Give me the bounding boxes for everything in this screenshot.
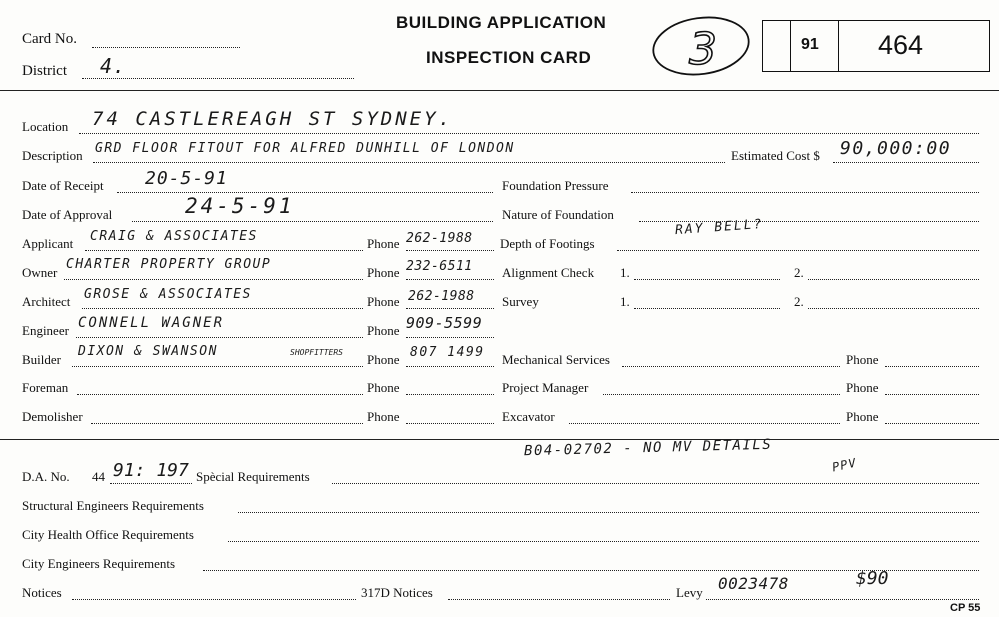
- box-divider-1: [790, 20, 791, 72]
- builder-phone-label: Phone: [367, 352, 400, 367]
- owner-value: CHARTER PROPERTY GROUP: [66, 257, 272, 272]
- project-manager-label: Project Manager: [502, 380, 589, 395]
- engineer-line: [76, 337, 363, 338]
- project-manager-line: [603, 394, 840, 395]
- survey-n1: 1.: [620, 294, 630, 309]
- depth-of-footings-label: Depth of Footings: [500, 236, 595, 251]
- foundation-pressure-line: [631, 192, 979, 193]
- excavator-phone-label: Phone: [846, 409, 879, 424]
- da-no-label: D.A. No.: [22, 469, 70, 484]
- demolisher-phone-line: [406, 423, 494, 424]
- date-of-approval-line: [132, 221, 493, 222]
- special-requirements-line: [332, 483, 979, 484]
- engineer-value: CONNELL WAGNER: [78, 315, 225, 331]
- demolisher-phone-label: Phone: [367, 409, 400, 424]
- nature-of-foundation-label: Nature of Foundation: [502, 207, 614, 222]
- mechanical-services-phone-line: [885, 366, 979, 367]
- date-of-receipt-line: [117, 192, 493, 193]
- box-divider-2: [838, 20, 839, 72]
- description-value: GRD FLOOR FITOUT FOR ALFRED DUNHILL OF LONDON: [95, 141, 515, 156]
- city-engineers-label: City Engineers Requirements: [22, 556, 176, 571]
- circled-number: 3: [689, 24, 717, 75]
- owner-line: [64, 279, 363, 280]
- estimated-cost-value: 90,000:00: [840, 138, 952, 159]
- district-label: District: [22, 63, 67, 79]
- engineer-phone-line: [406, 337, 494, 338]
- owner-phone-label: Phone: [367, 265, 400, 280]
- architect-label: Architect: [22, 294, 71, 309]
- builder-label: Builder: [22, 352, 61, 367]
- depth-of-footings-value: RAY BELL?: [674, 216, 764, 239]
- architect-line: [82, 308, 363, 309]
- mechanical-services-line: [622, 366, 840, 367]
- district-value: 4.: [100, 54, 127, 78]
- owner-label: Owner: [22, 265, 58, 280]
- alignment-check-line-1: [634, 279, 780, 280]
- levy-amount: $90: [856, 568, 889, 589]
- card-year: 91: [801, 36, 819, 53]
- city-health-label: City Health Office Requirements: [22, 527, 194, 542]
- location-value: 74 CASTLEREAGH ST SYDNEY.: [92, 108, 453, 130]
- requirements-rule: [0, 439, 999, 440]
- estimated-cost-line: [833, 162, 979, 163]
- builder-line: [72, 366, 363, 367]
- date-of-approval-label: Date of Approval: [22, 207, 113, 222]
- architect-value: GROSE & ASSOCIATES: [84, 287, 252, 302]
- card-no-label: Card No.: [22, 31, 77, 47]
- project-manager-phone-line: [885, 394, 979, 395]
- special-initials: PPV: [830, 455, 858, 475]
- title-line-2: INSPECTION CARD: [426, 48, 592, 67]
- excavator-line: [569, 423, 840, 424]
- foreman-label: Foreman: [22, 380, 69, 395]
- notices-317d-label: 317D Notices: [361, 585, 433, 600]
- owner-phone-line: [406, 279, 494, 280]
- applicant-phone-label: Phone: [367, 236, 400, 251]
- levy-value: 0023478: [718, 574, 789, 593]
- architect-phone: 262-1988: [408, 289, 475, 304]
- mechanical-services-phone-label: Phone: [846, 352, 879, 367]
- alignment-check-n2: 2.: [794, 265, 804, 280]
- survey-n2: 2.: [794, 294, 804, 309]
- estimated-cost-label: Estimated Cost $: [731, 148, 820, 163]
- survey-label: Survey: [502, 294, 539, 309]
- architect-phone-line: [406, 308, 494, 309]
- structural-engineers-label: Structural Engineers Requirements: [22, 498, 204, 513]
- city-health-line: [228, 541, 979, 542]
- alignment-check-n1: 1.: [620, 265, 630, 280]
- owner-phone: 232-6511: [406, 259, 473, 274]
- applicant-phone-line: [406, 250, 494, 251]
- excavator-phone-line: [885, 423, 979, 424]
- title-line-1: BUILDING APPLICATION: [396, 13, 607, 32]
- applicant-phone: 262-1988: [406, 231, 473, 246]
- foreman-phone-label: Phone: [367, 380, 400, 395]
- description-label: Description: [22, 148, 83, 163]
- structural-engineers-line: [238, 512, 979, 513]
- foundation-pressure-label: Foundation Pressure: [502, 178, 609, 193]
- location-label: Location: [22, 119, 69, 134]
- builder-phone: 807 1499: [410, 345, 485, 360]
- excavator-label: Excavator: [502, 409, 555, 424]
- circled-number-stamp: [645, 8, 757, 82]
- date-of-receipt-label: Date of Receipt: [22, 178, 104, 193]
- engineer-phone-label: Phone: [367, 323, 400, 338]
- engineer-label: Engineer: [22, 323, 69, 338]
- applicant-line: [85, 250, 363, 251]
- date-of-approval-value: 24-5-91: [185, 194, 295, 218]
- survey-line-2: [808, 308, 979, 309]
- engineer-phone: 909-5599: [406, 314, 483, 332]
- project-manager-phone-label: Phone: [846, 380, 879, 395]
- alignment-check-label: Alignment Check: [502, 265, 595, 280]
- foreman-line: [77, 394, 363, 395]
- notices-317d-line: [448, 599, 670, 600]
- district-line: [82, 78, 354, 79]
- handwritten-note: B04-02702 - NO MV DETAILS: [523, 436, 773, 460]
- builder-value: DIXON & SWANSON: [78, 344, 218, 359]
- notices-line: [72, 599, 356, 600]
- mechanical-services-label: Mechanical Services: [502, 352, 610, 367]
- foreman-phone-line: [406, 394, 494, 395]
- card-number-box: [762, 20, 990, 72]
- special-requirements-label: Spècial Requirements: [196, 469, 310, 484]
- card-no-line: [92, 47, 240, 48]
- alignment-check-line-2: [808, 279, 979, 280]
- builder-phone-line: [406, 366, 494, 367]
- demolisher-label: Demolisher: [22, 409, 83, 424]
- da-no-printed: 44: [92, 469, 105, 484]
- survey-line-1: [634, 308, 780, 309]
- description-line: [93, 162, 725, 163]
- depth-of-footings-line: [617, 250, 979, 251]
- applicant-label: Applicant: [22, 236, 74, 251]
- notices-label: Notices: [22, 585, 62, 600]
- da-no-value: 91: 197: [113, 460, 189, 481]
- card-number: 464: [878, 30, 924, 60]
- location-line: [79, 133, 979, 134]
- da-no-line: [110, 483, 192, 484]
- builder-note: SHOPFITTERS: [290, 348, 343, 357]
- levy-label: Levy: [676, 585, 703, 600]
- applicant-value: CRAIG & ASSOCIATES: [90, 229, 258, 244]
- levy-line: [706, 599, 979, 600]
- header-rule: [0, 90, 999, 91]
- architect-phone-label: Phone: [367, 294, 400, 309]
- form-code: CP 55: [950, 602, 981, 614]
- demolisher-line: [91, 423, 363, 424]
- date-of-receipt-value: 20-5-91: [145, 168, 228, 189]
